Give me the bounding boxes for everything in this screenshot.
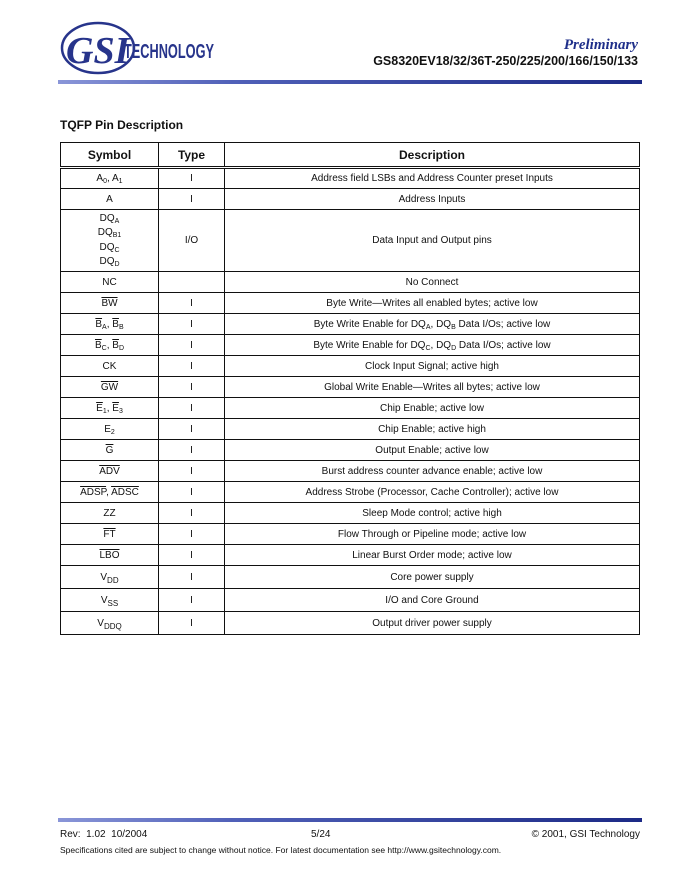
- table-row: [61, 272, 640, 293]
- table-row: [61, 168, 640, 189]
- symbol-cell: $DQ_A$ $DQ_{B1}$ $DQ_C$ $DQ_D$: [61, 210, 159, 272]
- table-row: [61, 377, 640, 398]
- symbol-cell: NC: [61, 272, 159, 293]
- copyright: © 2001, GSI Technology: [531, 829, 640, 840]
- type-cell: I: [159, 482, 225, 503]
- symbol-cell: CK: [61, 356, 159, 377]
- part-number: GS8320EV18/32/36T-250/225/200/166/150/133: [373, 54, 638, 68]
- description-cell: Byte Write Enable for $DQ_C$, $DQ_D$ Data I/Os; active low: [225, 335, 640, 356]
- description-cell: Chip Enable; active low: [225, 398, 640, 419]
- description-cell: Byte Write Enable for $DQ_A$, $DQ_B$ Data I/Os; active low: [225, 314, 640, 335]
- svg-text:TECHNOLOGY: TECHNOLOGY: [124, 41, 215, 63]
- symbol-cell: $\overline{ADV}$: [61, 461, 159, 482]
- type-cell: I: [159, 589, 225, 612]
- type-cell: I: [159, 356, 225, 377]
- type-cell: I: [159, 293, 225, 314]
- footer-note: Specifications cited are subject to change without notice. For latest documentation see http://www.gsitechnology.com.: [60, 845, 502, 855]
- symbol-cell: $\overline{GW}$: [61, 377, 159, 398]
- gsi-technology-logo: [58, 18, 218, 76]
- description-cell: Clock Input Signal; active high: [225, 356, 640, 377]
- table-row: [61, 612, 640, 635]
- type-cell: I/O: [159, 210, 225, 272]
- description-cell: Linear Burst Order mode; active low: [225, 545, 640, 566]
- type-cell: I: [159, 524, 225, 545]
- table-row: [61, 482, 640, 503]
- revision-info: Rev: 1.02 10/2004: [60, 829, 148, 840]
- svg-text:GSI: GSI: [66, 30, 130, 72]
- type-cell: I: [159, 314, 225, 335]
- description-cell: Burst address counter advance enable; active low: [225, 461, 640, 482]
- symbol-cell: $\overline{FT}$: [61, 524, 159, 545]
- table-row: [61, 566, 640, 589]
- table-row: [61, 293, 640, 314]
- symbol-cell: $\overline{LBO}$: [61, 545, 159, 566]
- description-cell: Address Strobe (Processor, Cache Controller); active low: [225, 482, 640, 503]
- description-cell: Core power supply: [225, 566, 640, 589]
- description-cell: Output driver power supply: [225, 612, 640, 635]
- table-row: [61, 419, 640, 440]
- description-cell: Global Write Enable—Writes all bytes; active low: [225, 377, 640, 398]
- type-cell: I: [159, 335, 225, 356]
- description-cell: No Connect: [225, 272, 640, 293]
- column-header-symbol: Symbol: [61, 143, 159, 168]
- table-row: [61, 524, 640, 545]
- symbol-cell: ZZ: [61, 503, 159, 524]
- description-cell: Chip Enable; active high: [225, 419, 640, 440]
- table-row: [61, 461, 640, 482]
- symbol-cell: $\overline{G}$: [61, 440, 159, 461]
- section-title: TQFP Pin Description: [60, 118, 184, 132]
- symbol-cell: $\overline{B}_A$, $\overline{B}_B$: [61, 314, 159, 335]
- table-row: [61, 398, 640, 419]
- type-cell: I: [159, 503, 225, 524]
- type-cell: I: [159, 545, 225, 566]
- type-cell: I: [159, 419, 225, 440]
- description-cell: Data Input and Output pins: [225, 210, 640, 272]
- type-cell: I: [159, 377, 225, 398]
- type-cell: I: [159, 566, 225, 589]
- footer-divider: [58, 818, 642, 822]
- header-divider: [58, 80, 642, 84]
- table-row: [61, 189, 640, 210]
- symbol-cell: $A_0$, $A_1$: [61, 168, 159, 189]
- type-cell: I: [159, 440, 225, 461]
- table-row: [61, 210, 640, 272]
- table-row: [61, 503, 640, 524]
- symbol-cell: ADSP, ADSC: [61, 482, 159, 503]
- table-row: [61, 545, 640, 566]
- symbol-cell: A: [61, 189, 159, 210]
- column-header-type: Type: [159, 143, 225, 168]
- symbol-cell: $V_{DDQ}$: [61, 612, 159, 635]
- description-cell: Sleep Mode control; active high: [225, 503, 640, 524]
- symbol-cell: $E_2$: [61, 419, 159, 440]
- type-cell: I: [159, 168, 225, 189]
- table-row: [61, 335, 640, 356]
- description-cell: Output Enable; active low: [225, 440, 640, 461]
- column-header-description: Description: [225, 143, 640, 168]
- symbol-cell: $V_{SS}$: [61, 589, 159, 612]
- description-cell: Byte Write—Writes all enabled bytes; active low: [225, 293, 640, 314]
- table-row: [61, 589, 640, 612]
- table-row: [61, 440, 640, 461]
- symbol-cell: $\overline{B}_C$, $\overline{B}_D$: [61, 335, 159, 356]
- type-cell: I: [159, 189, 225, 210]
- table-row: [61, 356, 640, 377]
- type-cell: I: [159, 461, 225, 482]
- symbol-cell: $V_{DD}$: [61, 566, 159, 589]
- description-cell: Address Inputs: [225, 189, 640, 210]
- description-cell: Flow Through or Pipeline mode; active low: [225, 524, 640, 545]
- table-row: [61, 314, 640, 335]
- description-cell: Address field LSBs and Address Counter preset Inputs: [225, 168, 640, 189]
- preliminary-label: Preliminary: [563, 37, 638, 53]
- type-cell: [159, 272, 225, 293]
- type-cell: I: [159, 398, 225, 419]
- page-number: 5/24: [311, 829, 331, 840]
- symbol-cell: $\overline{E}_1$, $\overline{E}_3$: [61, 398, 159, 419]
- symbol-cell: $\overline{BW}$: [61, 293, 159, 314]
- pin-description-table: [60, 142, 640, 635]
- type-cell: I: [159, 612, 225, 635]
- description-cell: I/O and Core Ground: [225, 589, 640, 612]
